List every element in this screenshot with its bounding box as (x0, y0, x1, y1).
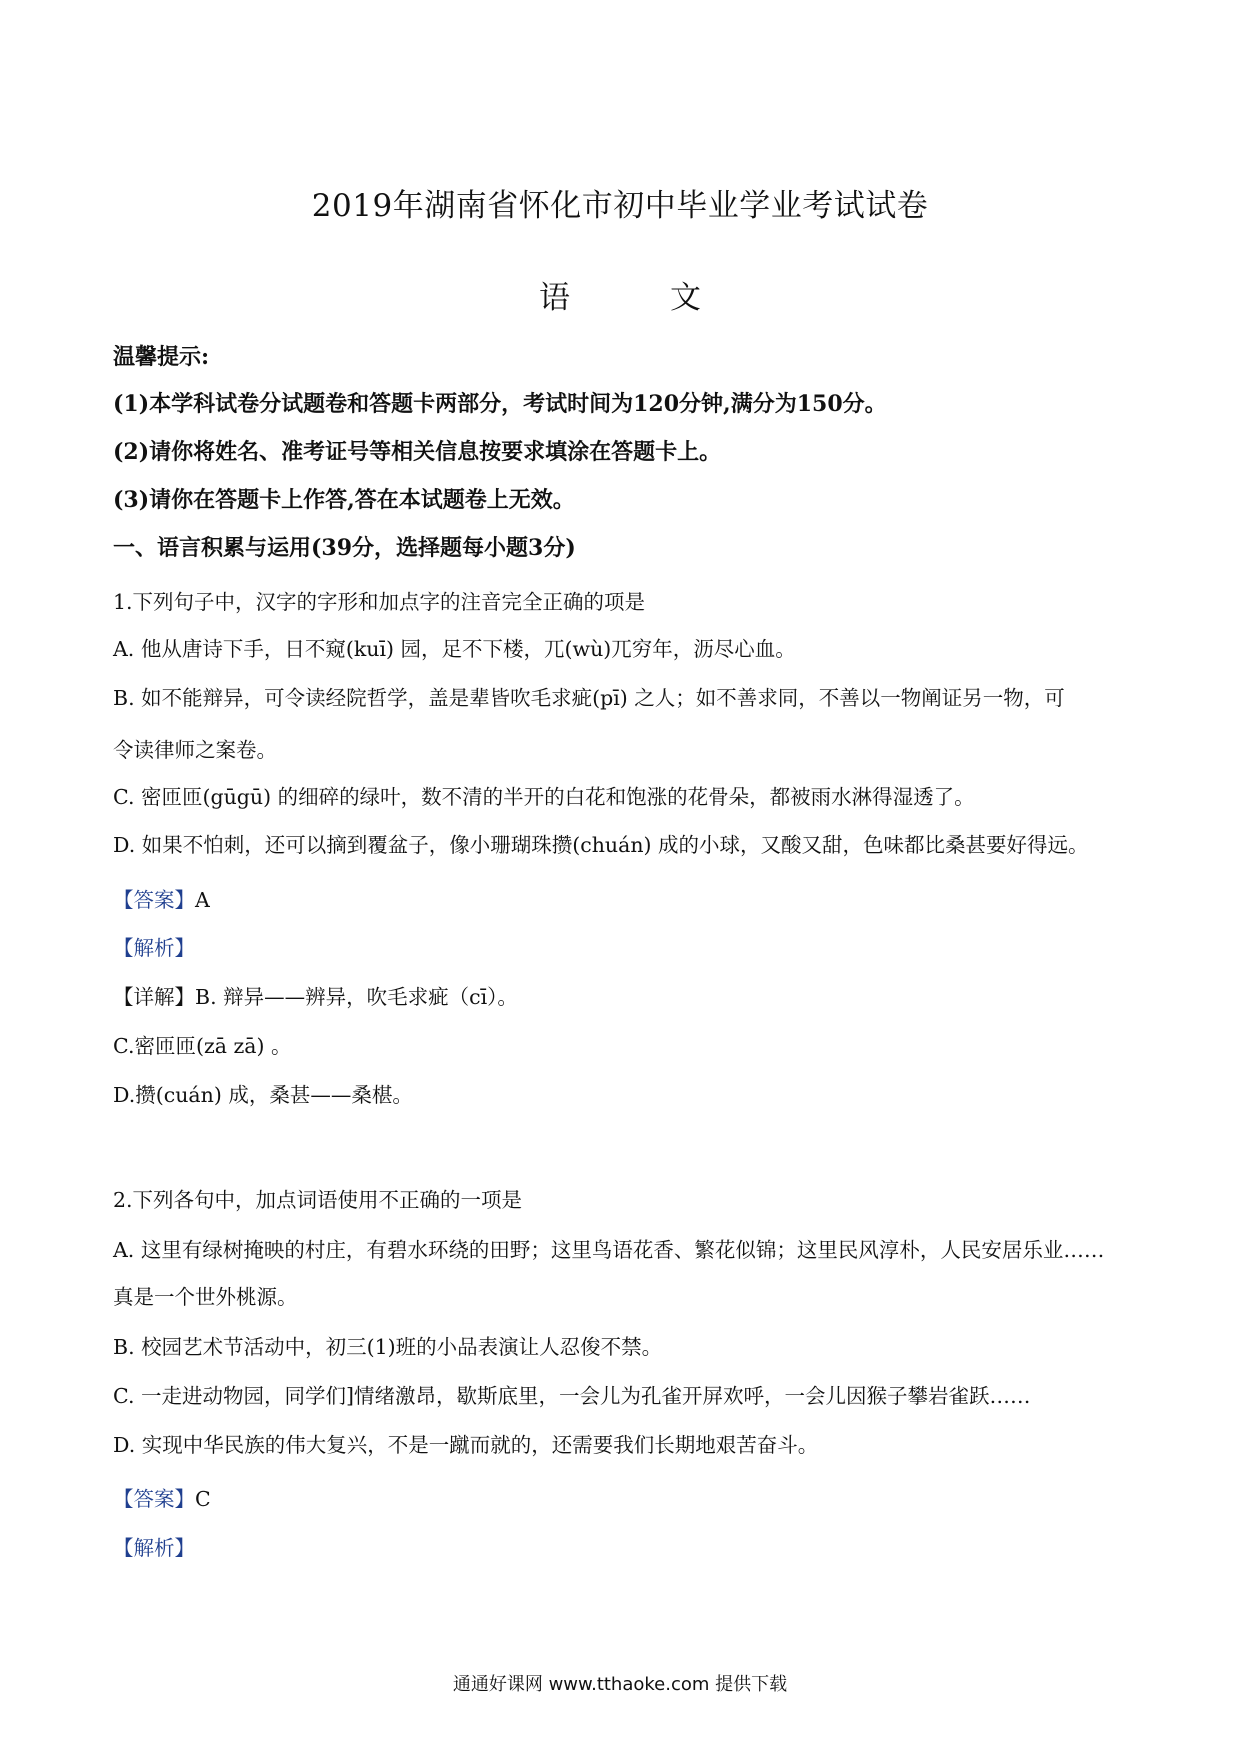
tip-item-3: (3)请你在答题卡上作答,答在本试题卷上无效。 (113, 487, 575, 513)
answer-value: A (195, 888, 210, 912)
q1-detail-3: D.攒(cuán) 成，桑甚——桑椹。 (113, 1083, 413, 1107)
subject-left: 语 (539, 280, 570, 316)
answer-value: C (195, 1487, 211, 1511)
q1-option-a: A. 他从唐诗下手，日不窥(kuī) 园，足不下楼，兀(wù)兀穷年，沥尽心血。 (113, 637, 796, 661)
q2-stem: 2.下列各句中，加点词语使用不正确的一项是 (113, 1188, 523, 1212)
q1-option-b: B. 如不能辩异，可令读经院哲学，盖是辈皆吹毛求疵(pī) 之人；如不善求同，不善以一物阐证另一物，可 (113, 686, 1065, 710)
detail-text: B. 辩异——辨异，吹毛求疵（cī）。 (195, 985, 518, 1009)
answer-tag: 【答案】 (113, 888, 195, 912)
q1-detail-1 (113, 980, 518, 1010)
q1-analysis-tag: 【解析】 (113, 936, 195, 960)
tip-item-2: (2)请你将姓名、准考证号等相关信息按要求填涂在答题卡上。 (113, 439, 722, 465)
q2-option-c: C. 一走进动物园，同学们]情绪激昂，歇斯底里，一会儿为孔雀开屏欢呼，一会儿因猴子攀岩雀跃…… (113, 1384, 1031, 1408)
q1-detail-2: C.密匝匝(zā zā) 。 (113, 1034, 292, 1058)
page-title: 2019年湖南省怀化市初中毕业学业考试试卷 (311, 188, 929, 224)
q2-answer (113, 1482, 211, 1512)
q1-answer (113, 883, 210, 913)
q1-option-b-cont: 令读律师之案卷。 (113, 738, 277, 762)
answer-tag: 【答案】 (113, 1487, 195, 1511)
q1-option-d: D. 如果不怕刺，还可以摘到覆盆子，像小珊瑚珠攒(chuán) 成的小球，又酸又甜，色味都比桑甚要好得远。 (113, 833, 1089, 857)
q2-option-b: B. 校园艺术节活动中，初三(1)班的小品表演让人忍俊不禁。 (113, 1335, 663, 1359)
subject-heading (0, 272, 1240, 317)
section-heading: 一、语言积累与运用(39分，选择题每小题3分) (113, 535, 576, 561)
q2-option-a: A. 这里有绿树掩映的村庄，有碧水环绕的田野；这里鸟语花香、繁花似锦；这里民风淳朴，人民安居乐业…… (113, 1238, 1105, 1262)
tip-item-1: (1)本学科试卷分试题卷和答题卡两部分，考试时间为120分钟,满分为150分。 (113, 391, 887, 417)
detail-tag: 【详解】 (113, 985, 195, 1009)
q2-option-a-cont: 真是一个世外桃源。 (113, 1285, 298, 1309)
q2-option-d: D. 实现中华民族的伟大复兴，不是一蹴而就的，还需要我们长期地艰苦奋斗。 (113, 1433, 819, 1457)
footer-credit[interactable]: 通通好课网 www.tthaoke.com 提供下载 (452, 1674, 788, 1695)
tips-heading: 温馨提示: (113, 344, 210, 370)
q2-analysis-tag: 【解析】 (113, 1536, 195, 1560)
q1-option-c: C. 密匝匝(gūgū) 的细碎的绿叶，数不清的半开的白花和饱涨的花骨朵，都被雨水淋得湿透了。 (113, 785, 975, 809)
q1-stem: 1.下列句子中，汉字的字形和加点字的注音完全正确的项是 (113, 590, 646, 614)
subject-right: 文 (670, 280, 701, 316)
